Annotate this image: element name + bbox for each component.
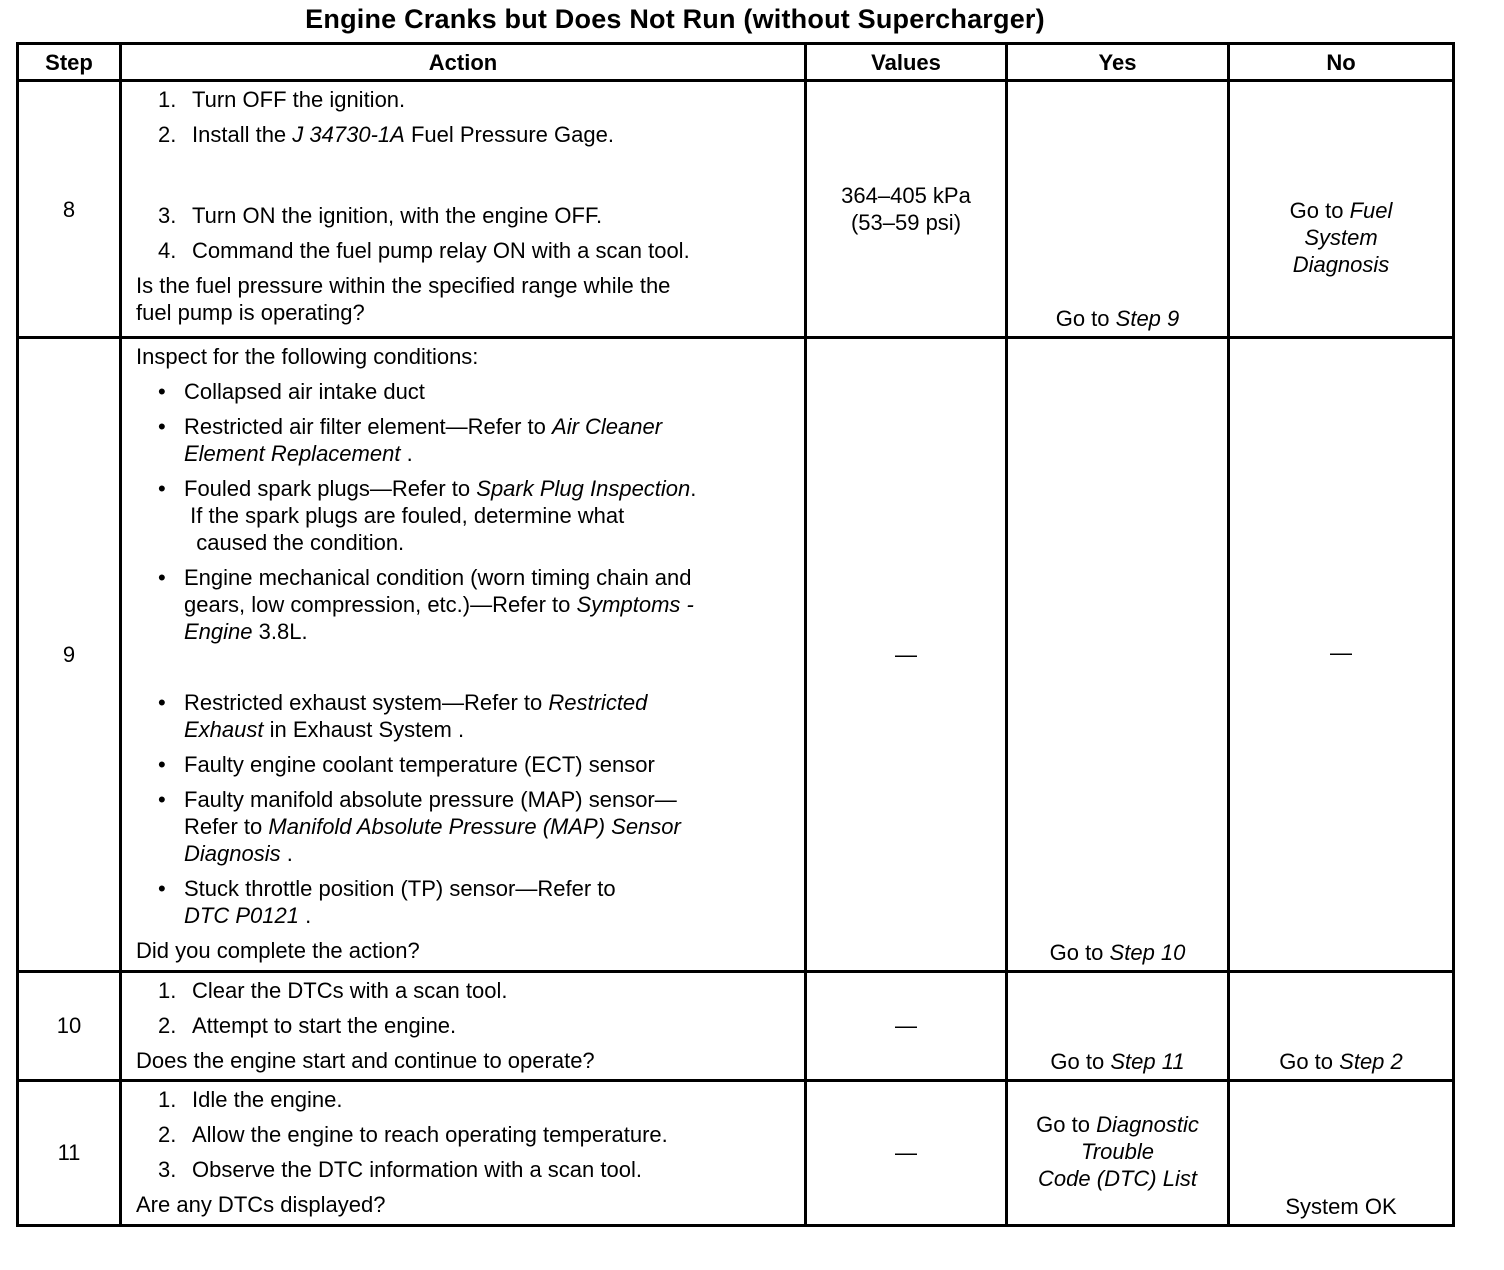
list-item: • Fouled spark plugs—Refer to Spark Plug Inspection. If the spark plugs are fouled, determine what caused the condition. (158, 476, 697, 556)
list-item: 3. Observe the DTC information with a scan tool. (158, 1156, 642, 1182)
action-cell: Inspect for the following conditions: • Collapsed air intake duct • Restricted air filter element—Refer to Air Cleaner Element Replacement . • Fouled spark plugs—Refer to Spark Plug Inspection. If the spark plugs are fouled, determine what caused the condition. • Engine mechanical condition (worn timing chain and gears, low compression, etc.)—Refer to Symptoms - Engine 3.8L. • Restricted exhaust system—Refer to Restricted Exhaust in Exhaust System . • Faulty engine coolant temperature (ECT) sensor • Faulty manifold absolute pressure (MAP) sensor— Refer to Manifold Absolute Pressure (MAP) Sensor Diagnosis . • Stuck throttle position (TP) sensor—Refer to DTC P0121 . Did you complete the action? (121, 338, 806, 971)
step-number: 8 (18, 81, 121, 338)
step-link[interactable]: Step 11 (1110, 1048, 1185, 1074)
list-item: 1. Clear the DTCs with a scan tool. (158, 977, 508, 1003)
step-link[interactable]: Step 10 (1109, 939, 1186, 965)
question-text: Does the engine start and continue to operate? (136, 1047, 595, 1073)
step-number: 9 (18, 338, 121, 971)
question-text: Are any DTCs displayed? (136, 1191, 386, 1217)
fuel-system-diagnosis-link[interactable]: Fuel (1349, 197, 1393, 223)
list-item: 1. Idle the engine. (158, 1086, 343, 1112)
no-cell: — (1229, 338, 1454, 971)
table-row (18, 971, 1454, 1080)
yes-cell: Go to Step 11 (1007, 971, 1229, 1080)
yes-cell: Go to Diagnostic Trouble Code (DTC) List (1007, 1080, 1229, 1225)
list-item: • Faulty manifold absolute pressure (MAP) sensor— Refer to Manifold Absolute Pressure (MAP) Sensor Diagnosis . (158, 787, 681, 867)
question-text: Is the fuel pressure within the specified range while the fuel pump is operating? (136, 273, 671, 325)
list-item: 4. Command the fuel pump relay ON with a scan tool. (158, 238, 690, 263)
step-number: 11 (18, 1080, 121, 1225)
list-item: • Engine mechanical condition (worn timing chain and gears, low compression, etc.)—Refer to Symptoms - Engine 3.8L. (158, 565, 694, 645)
list-item: 3. Turn ON the ignition, with the engine OFF. (158, 203, 603, 228)
page-title: Engine Cranks but Does Not Run (without Supercharger) (305, 4, 1045, 34)
values-cell: — (806, 1080, 1007, 1225)
list-item: 1. Turn OFF the ignition. (158, 87, 406, 112)
yes-cell: Go to Step 10 (1007, 338, 1229, 971)
diagnostic-table (16, 42, 1455, 1227)
header-action: Action (121, 44, 806, 81)
table-row (18, 1080, 1454, 1225)
yes-cell: Go to Step 9 (1007, 81, 1229, 338)
header-values: Values (806, 44, 1007, 81)
tool-reference: J 34730-1A (292, 122, 405, 147)
values-cell: — (806, 971, 1007, 1080)
step-link[interactable]: Step 2 (1339, 1048, 1403, 1074)
no-cell: Go to Step 2 (1229, 971, 1454, 1080)
action-cell (121, 1080, 806, 1225)
no-cell: Go to Fuel System Diagnosis (1229, 81, 1454, 338)
list-item: 2. Attempt to start the engine. (158, 1012, 457, 1038)
dtc-list-link[interactable]: Diagnostic (1096, 1111, 1199, 1137)
list-item: • Stuck throttle position (TP) sensor—Refer to DTC P0121 . (158, 876, 616, 929)
header-yes: Yes (1007, 44, 1229, 81)
header-step: Step (18, 44, 121, 81)
list-item: • Restricted exhaust system—Refer to Restricted Exhaust in Exhaust System . (158, 690, 648, 743)
no-cell: System OK (1229, 1080, 1454, 1225)
action-cell (121, 971, 806, 1080)
list-item: • Restricted air filter element—Refer to Air Cleaner Element Replacement . (158, 414, 663, 467)
action-cell (121, 81, 806, 338)
values-cell: 364–405 kPa (53–59 psi) (806, 81, 1007, 338)
list-item: • Faulty engine coolant temperature (ECT) sensor (158, 752, 655, 778)
header-row (18, 44, 1454, 81)
header-no: No (1229, 44, 1454, 81)
table-row (18, 338, 1454, 971)
list-item: • Collapsed air intake duct (158, 379, 425, 405)
question-text: Did you complete the action? (136, 938, 420, 964)
list-item: 2. Allow the engine to reach operating temperature. (158, 1121, 668, 1147)
list-item: 2. Install the J 34730-1A Fuel Pressure Gage. (158, 122, 614, 147)
table-row (18, 81, 1454, 338)
step-link[interactable]: Step 9 (1115, 306, 1180, 332)
values-cell: — (806, 338, 1007, 971)
step-number: 10 (18, 971, 121, 1080)
